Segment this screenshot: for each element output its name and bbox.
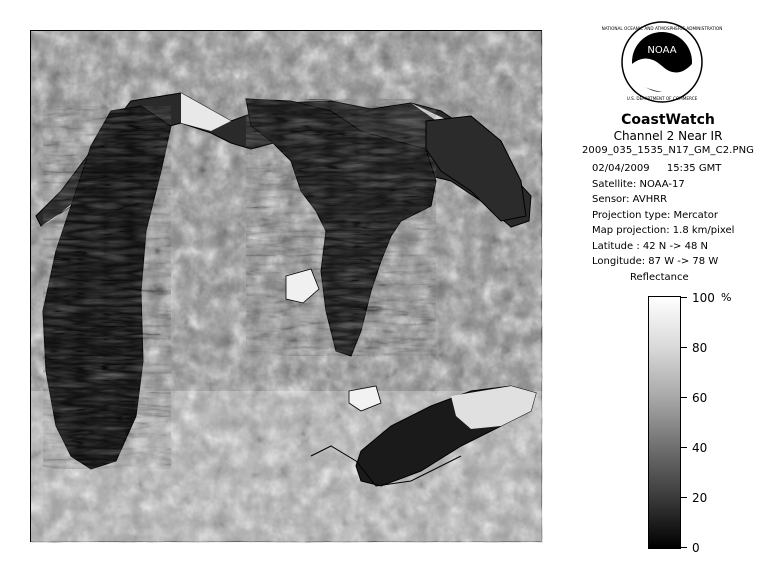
colorbar-tick-label: 0 <box>692 541 700 555</box>
latitude-text: Latitude : 42 N -> 48 N <box>592 240 708 252</box>
map-projection-text: Map projection: 1.8 km/pixel <box>592 225 735 236</box>
colorbar-tick <box>681 297 687 298</box>
date-text: 02/04/2009 <box>592 163 650 174</box>
colorbar-tick-label: 40 <box>692 441 708 455</box>
longitude-text: Longitude: 87 W -> 78 W <box>592 256 719 267</box>
satellite-image <box>30 30 542 542</box>
product-title: CoastWatch <box>621 112 715 128</box>
sensor-text: Sensor: AVHRR <box>592 194 668 205</box>
colorbar-unit: % <box>721 291 732 304</box>
metadata-panel <box>592 161 778 270</box>
header <box>560 112 776 158</box>
projection-type-text: Projection type: Mercator <box>592 209 718 221</box>
colorbar-tick <box>681 347 687 348</box>
satellite-text: Satellite: NOAA-17 <box>592 178 685 190</box>
colorbar-tick <box>681 497 687 498</box>
logo-ring-top: NATIONAL OCEANIC AND ATMOSPHERIC ADMINISTRATION <box>601 26 723 31</box>
great-lakes-map <box>31 31 543 543</box>
date-time-line <box>592 161 778 177</box>
logo-center-text: NOAA <box>647 45 677 56</box>
channel-name: Channel 2 Near IR <box>613 129 723 143</box>
colorbar-tick-label: 80 <box>692 341 708 355</box>
colorbar-tick-label: 20 <box>692 491 708 505</box>
logo-ring-bottom: U.S. DEPARTMENT OF COMMERCE <box>626 96 698 101</box>
file-name: 2009_035_1535_N17_GM_C2.PNG <box>581 145 755 156</box>
noaa-logo <box>601 20 723 104</box>
colorbar-tick <box>681 447 687 448</box>
colorbar-title: Reflectance <box>630 272 689 283</box>
colorbar <box>648 296 681 549</box>
colorbar-tick <box>681 397 687 398</box>
colorbar-tick-label: 100 <box>692 291 715 305</box>
colorbar-tick-label: 60 <box>692 391 708 405</box>
colorbar-tick <box>681 547 687 548</box>
time-text: 15:35 GMT <box>666 163 722 174</box>
